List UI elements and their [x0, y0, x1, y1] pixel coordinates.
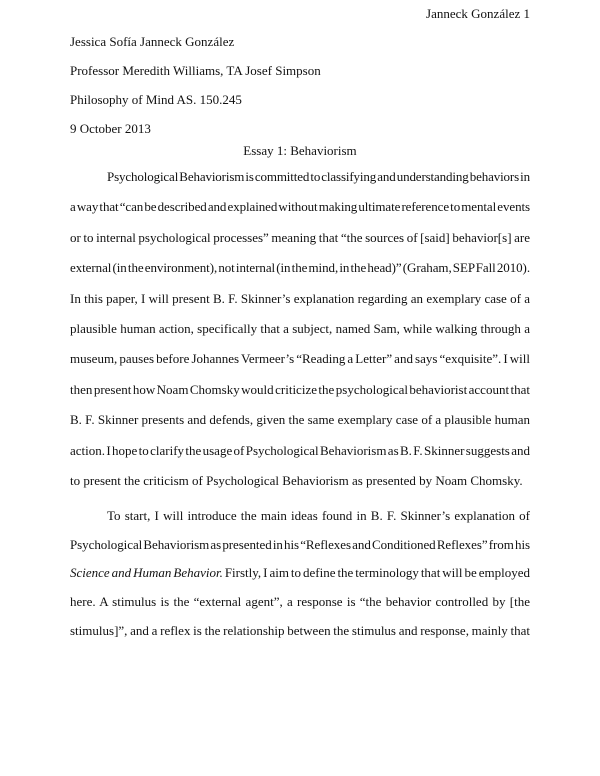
paragraph-line: B. F. Skinner presents and defends, given the same exemplary case of a plausible human — [70, 412, 530, 428]
paragraph-line: then present how Noam Chomsky would criticize the psychological behaviorist account that — [70, 381, 530, 397]
paragraph-2 — [70, 502, 530, 645]
paragraph-line: plausible human action, specifically that a subject, named Sam, while walking through a — [70, 320, 530, 336]
paragraph-line: museum, pauses before Johannes Vermeer’s “Reading a Letter” and says “exquisite”. I will — [70, 351, 530, 367]
instructors: Professor Meredith Williams, TA Josef Simpson — [70, 63, 321, 78]
paragraph-line: or to internal psychological processes” meaning that “the sources of [said] behavior[s] are — [70, 229, 530, 245]
paragraph-line: here. A stimulus is the “external agent”, a response is “the behavior controlled by [the — [70, 594, 530, 610]
running-head: Janneck González 1 — [426, 6, 530, 21]
paragraph-1 — [70, 162, 530, 496]
paragraph-line: Psychological Behaviorism is committed to classifying and understanding behaviors in — [107, 169, 530, 184]
paragraph-text: Firstly, I aim to define the terminology that will be employed — [222, 565, 530, 581]
book-title: Science and Human Behavior. — [70, 565, 223, 581]
paragraph-line: stimulus]”, and a reflex is the relationship between the stimulus and response, mainly that — [70, 622, 530, 638]
paragraph-line — [70, 559, 530, 588]
paragraph-line: a way that “can be described and explained without making ultimate reference to mental events — [70, 199, 530, 215]
paragraph-line: In this paper, I will present B. F. Skinner’s explanation regarding an exemplary case of a — [70, 290, 530, 306]
paragraph-line: To start, I will introduce the main ideas found in B. F. Skinner’s explanation of — [107, 508, 530, 524]
heading-block — [70, 27, 530, 143]
course: Philosophy of Mind AS. 150.245 — [70, 92, 242, 107]
page-content — [70, 0, 530, 645]
date: 9 October 2013 — [70, 121, 151, 136]
paragraph-line: to present the criticism of Psychological Behaviorism as presented by Noam Chomsky. — [70, 472, 523, 488]
author-name: Jessica Sofía Janneck González — [70, 34, 235, 49]
paragraph-line: Psychological Behaviorism as presented in his “Reflexes and Conditioned Reflexes” from his — [70, 536, 530, 552]
paragraph-line: external (in the environment), not internal (in the mind, in the head)” (Graham, SEP Fall 2010). — [70, 260, 530, 276]
paragraph-line: action. I hope to clarify the usage of Psychological Behaviorism as B. F. Skinner suggests and — [70, 442, 530, 458]
essay-title: Essay 1: Behaviorism — [243, 143, 357, 158]
